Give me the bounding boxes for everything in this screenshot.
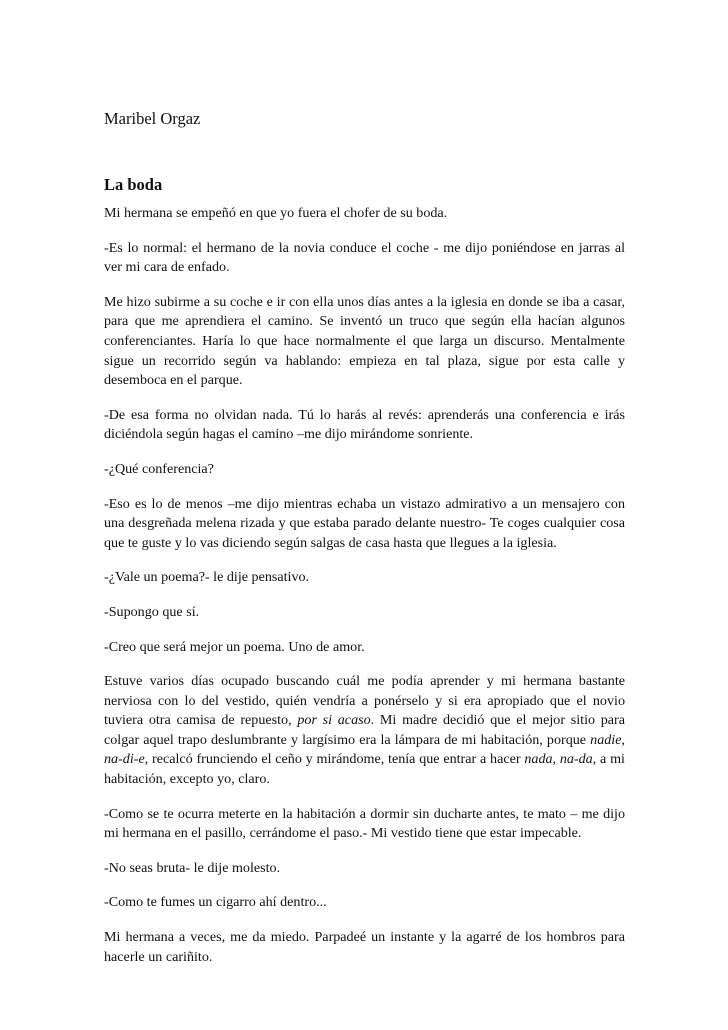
- italic-segment: nadie: [590, 731, 622, 748]
- paragraph: -No seas bruta- le dije molesto.: [104, 859, 281, 876]
- text-segment: ,: [621, 731, 625, 748]
- paragraph: Mi hermana a veces, me da miedo. Parpadeé un instante y la agarré de los hombros para hacerle un cariñito.: [104, 929, 625, 965]
- paragraph: -¿Vale un poema?- le dije pensativo.: [104, 569, 310, 586]
- paragraph: -Como te fumes un cigarro ahí dentro...: [104, 894, 327, 911]
- paragraph: -Eso es lo de menos –me dijo mientras echaba un vistazo admirativo a un mensajero con una desgreñada melena rizada y que estaba parado delante nuestro- Te coges cualquier cosa que te guste y lo vas diciendo según salgas de casa hasta que llegues a la iglesia.: [104, 495, 625, 551]
- story-title: La boda: [104, 175, 163, 194]
- paragraph: -Es lo normal: el hermano de la novia conduce el coche - me dijo poniéndose en jarras al ver mi cara de enfado.: [104, 239, 625, 276]
- italic-segment: por si acaso: [297, 712, 371, 729]
- paragraph: Mi hermana se empeñó en que yo fuera el chofer de su boda.: [104, 205, 448, 221]
- paragraph: -Supongo que sí.: [104, 603, 200, 620]
- paragraph: -Como se te ocurra meterte en la habitación a dormir sin ducharte antes, te mato – me dijo mi hermana en el pasillo, cerrándome el paso.- Mi vestido tiene que estar impecable.: [104, 805, 625, 842]
- paragraph: -Creo que será mejor un poema. Uno de amor.: [104, 638, 365, 655]
- text-segment: . Mi madre decidió que el mejor sitio para colgar aquel trapo deslumbrante y largísimo era la lámpara de mi habitación, porque: [104, 712, 626, 748]
- italic-segment: nada, na-da: [524, 751, 593, 768]
- italic-segment: na-di-e: [104, 751, 145, 768]
- author-name: Maribel Orgaz: [104, 109, 201, 128]
- paragraph: Me hizo subirme a su coche e ir con ella unos días antes a la iglesia en donde se iba a casar, para que me aprendiera el camino. Se inventó un truco que según ella hacían algunos conferenciantes. Haría lo que hace normalmente el que larga un discurso. Mentalmente sigue un recorrido según va hablando: empieza en tal plaza, sigue por esta calle y desemboca en el parque.: [104, 293, 625, 389]
- paragraph: -De esa forma no olvidan nada. Tú lo harás al revés: aprenderás una conferencia e irás diciéndola según hagas el camino –me dijo mirándome sonriente.: [104, 406, 625, 443]
- story-body: [104, 204, 625, 982]
- text-segment: , a mi habitación, excepto yo, claro.: [104, 751, 625, 788]
- text-segment: , recalcó frunciendo el ceño y mirándome, tenía que entrar a hacer: [144, 751, 525, 768]
- paragraph-mixed: [104, 672, 625, 790]
- paragraph: -¿Qué conferencia?: [104, 460, 214, 477]
- text-segment: Estuve varios días ocupado buscando cuál me podía aprender y mi hermana bastante nerviosa con lo del vestido, quién vendría a ponérselo y si era apropiado que el novio tuviera otra camisa de repuesto,: [104, 673, 625, 729]
